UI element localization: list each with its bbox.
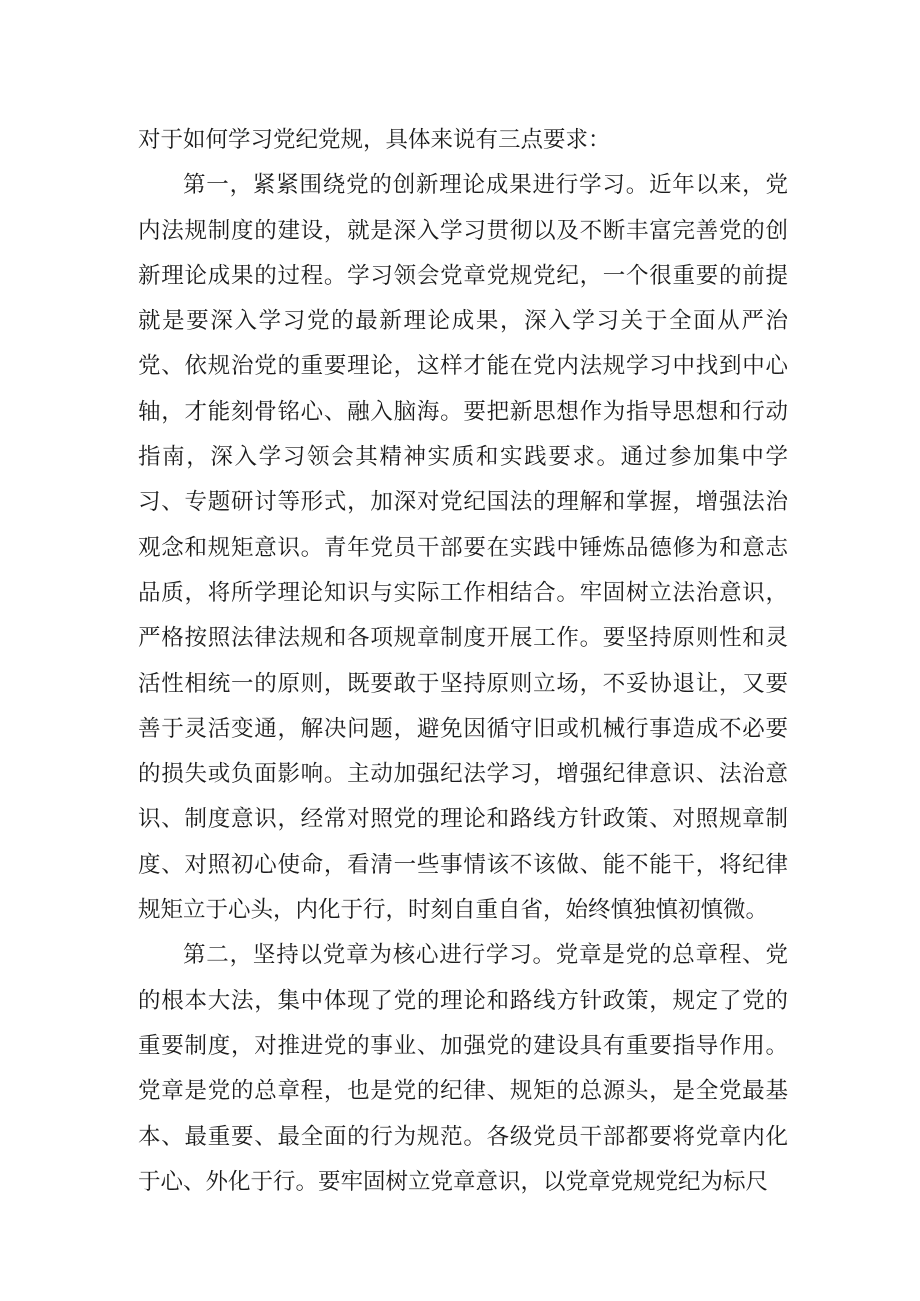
intro-paragraph: 对于如何学习党纪党规，具体来说有三点要求：: [138, 127, 611, 153]
paragraph-first-requirement: 第一，紧紧围绕党的创新理论成果进行学习。近年以来，党内法规制度的建设，就是深入学习贯彻以及不断丰富完善党的创新理论成果的过程。学习领会党章党规党纪，一个很重要的前提就是要深入学习党的最新理论成果，深入学习关于全面从严治党、依规治党的重要理论，这样才能在党内法规学习中找到中心轴，才能刻骨铭心、融入脑海。要把新思想作为指导思想和行动指南，深入学习领会其精神实质和实践要求。通过参加集中学习、专题研讨等形式，加深对党纪国法的理解和掌握，增强法治观念和规矩意识。青年党员干部要在实践中锤炼品德修为和意志品质，将所学理论知识与实际工作相结合。牢固树立法治意识，严格按照法律法规和各项规章制度开展工作。要坚持原则性和灵活性相统一的原则，既要敢于坚持原则立场，不妥协退让，又要善于灵活变通，解决问题，避免因循守旧或机械行事造成不必要的损失或负面影响。主动加强纪法学习，增强纪律意识、法治意识、制度意识，经常对照党的理论和路线方针政策、对照规章制度、对照初心使命，看清一些事情该不该做、能不能干，将纪律规矩立于心头，内化于行，时刻自重自省，始终慎独慎初慎微。: [138, 172, 788, 924]
document-body: [138, 118, 788, 1205]
paragraph-second-requirement: 第二，坚持以党章为核心进行学习。党章是党的总章程、党的根本大法，集中体现了党的理论和路线方针政策，规定了党的重要制度，对推进党的事业、加强党的建设具有重要指导作用。党章是党的总章程，也是党的纪律、规矩的总源头，是全党最基本、最重要、最全面的行为规范。各级党员干部都要将党章内化于心、外化于行。要牢固树立党章意识，以党章党规党纪为标尺: [138, 942, 788, 1195]
